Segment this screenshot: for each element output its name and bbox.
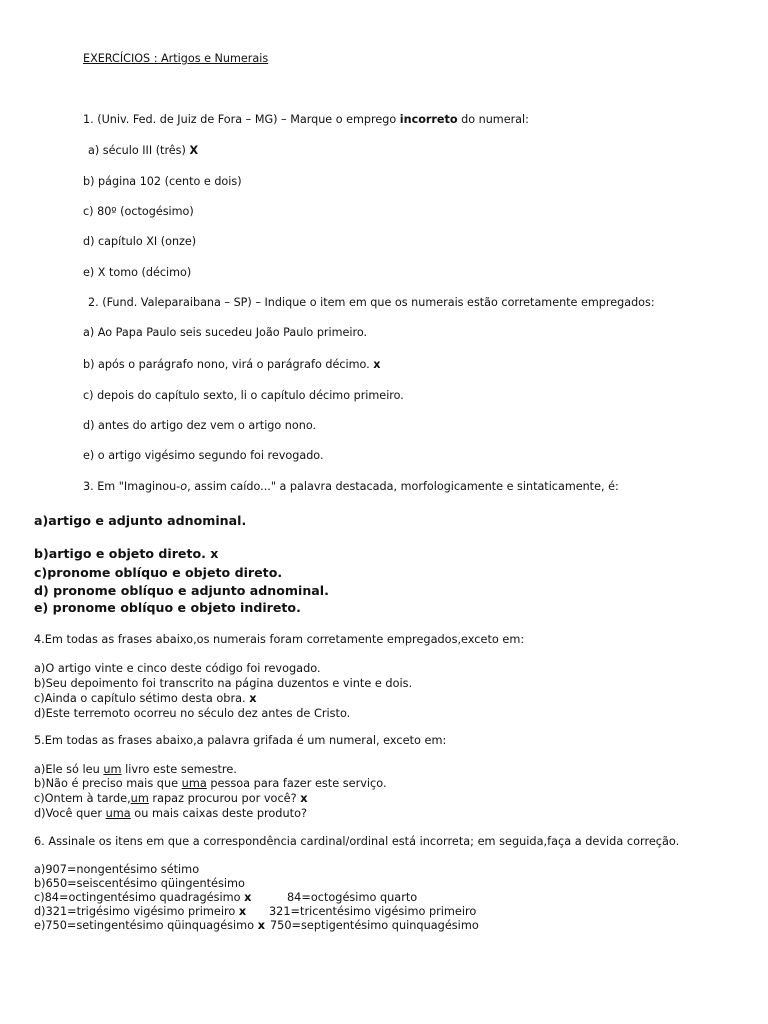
q6-option-e-text: e)750=setingentésimo qüinquagésimo: [34, 919, 258, 932]
answer-mark: x: [238, 905, 247, 918]
q6-option-e: [34, 918, 265, 933]
q3-option-e: e) pronome oblíquo e objeto indireto.: [34, 600, 301, 615]
q2-option-b: [83, 358, 380, 372]
question-4-stem: 4.Em todas as frases abaixo,os numerais foram corretamente empregados,exceto em:: [34, 633, 525, 646]
q1-option-c: c) 80º (octogésimo): [83, 205, 194, 218]
question-2-stem: 2. (Fund. Valeparaibana – SP) – Indique o item em que os numerais estão corretamente empregados:: [88, 296, 655, 309]
q5-option-d: [34, 806, 307, 821]
answer-mark: x: [244, 891, 252, 904]
q5-option-a: [34, 762, 237, 777]
q6-option-c: [34, 890, 251, 905]
q6-correction-c: 84=octogésimo quarto: [287, 891, 418, 904]
q1-stem-text-end: do numeral:: [457, 113, 529, 126]
q5-d-text-end: ou mais caixas deste produto?: [130, 807, 307, 820]
q1-stem-bold: incorreto: [399, 113, 458, 126]
q5-a-text-end: livro este semestre.: [121, 763, 237, 776]
answer-mark: x: [257, 919, 265, 932]
q6-option-b: b)650=seiscentésimo qüingentésimo: [34, 877, 245, 890]
q6-option-d-text: d)321=trigésimo vigésimo primeiro: [34, 905, 239, 918]
q5-c-text-end: rapaz procurou por você?: [148, 792, 301, 805]
underlined-word: uma: [105, 807, 131, 820]
q6-option-a: a)907=nongentésimo sétimo: [34, 863, 200, 876]
q3-option-d: d) pronome oblíquo e adjunto adnominal.: [34, 583, 329, 598]
q5-option-b: [34, 776, 387, 791]
q3-stem-italic: o: [180, 480, 188, 493]
q2-option-b-text: b) após o parágrafo nono, virá o parágrafo décimo.: [83, 358, 374, 371]
question-3-stem: [83, 480, 619, 494]
question-5-stem: 5.Em todas as frases abaixo,a palavra grifada é um numeral, exceto em:: [34, 734, 447, 747]
q4-option-d: d)Este terremoto ocorreu no século dez antes de Cristo.: [34, 707, 351, 720]
q1-option-b: b) página 102 (cento e dois): [83, 175, 242, 188]
q5-a-text: a)Ele só leu: [34, 763, 104, 776]
question-6-stem: 6. Assinale os itens em que a correspondência cardinal/ordinal está incorreta; em seguida,faça a devida correção.: [34, 835, 680, 848]
q4-option-c: [34, 691, 257, 706]
answer-mark: x: [249, 692, 257, 705]
q2-option-e: e) o artigo vigésimo segundo foi revogado.: [83, 449, 324, 462]
q3-option-c: c)pronome oblíquo e objeto direto.: [34, 565, 283, 580]
page-title: EXERCÍCIOS : Artigos e Numerais: [83, 52, 269, 65]
q6-correction-e: 750=septigentésimo quinquagésimo: [270, 919, 479, 932]
q6-correction-d: 321=tricentésimo vigésimo primeiro: [269, 905, 477, 918]
q4-option-c-text: c)Ainda o capítulo sétimo desta obra.: [34, 692, 250, 705]
q6-option-c-text: c)84=octingentésimo quadragésimo: [34, 891, 245, 904]
underlined-word: um: [130, 792, 149, 805]
underlined-word: uma: [181, 777, 207, 790]
answer-mark: X: [189, 144, 199, 157]
q5-b-text-end: pessoa para fazer este serviço.: [206, 777, 387, 790]
q6-option-d: [34, 904, 246, 919]
q5-b-text: b)Não é preciso mais que: [34, 777, 182, 790]
q1-stem-text: 1. (Univ. Fed. de Juiz de Fora – MG) – Marque o emprego: [83, 113, 400, 126]
q3-stem-text-end: , assim caído..." a palavra destacada, morfologicamente e sintaticamente, é:: [187, 480, 619, 493]
q1-option-d: d) capítulo XI (onze): [83, 235, 197, 248]
q3-option-a: a)artigo e adjunto adnominal.: [34, 513, 247, 528]
q3-stem-text: 3. Em "Imaginou-: [83, 480, 181, 493]
q4-option-a: a)O artigo vinte e cinco deste código foi revogado.: [34, 662, 321, 675]
q1-option-e: e) X tomo (décimo): [83, 266, 192, 279]
answer-mark: x: [373, 358, 381, 371]
q5-option-c: [34, 791, 308, 806]
q5-d-text: d)Você quer: [34, 807, 106, 820]
q3-option-b: b)artigo e objeto direto. x: [34, 546, 219, 561]
q1-option-a-text: a) século III (três): [88, 144, 190, 157]
underlined-word: um: [103, 763, 122, 776]
q2-option-d: d) antes do artigo dez vem o artigo nono.: [83, 419, 317, 432]
answer-mark: x: [300, 792, 308, 805]
q5-c-text: c)Ontem à tarde,: [34, 792, 131, 805]
q2-option-a: a) Ao Papa Paulo seis sucedeu João Paulo primeiro.: [83, 326, 368, 339]
q1-option-a: [88, 144, 198, 158]
q2-option-c: c) depois do capítulo sexto, li o capítulo décimo primeiro.: [83, 389, 404, 402]
q4-option-b: b)Seu depoimento foi transcrito na página duzentos e vinte e dois.: [34, 677, 413, 690]
question-1-stem: [83, 113, 529, 127]
